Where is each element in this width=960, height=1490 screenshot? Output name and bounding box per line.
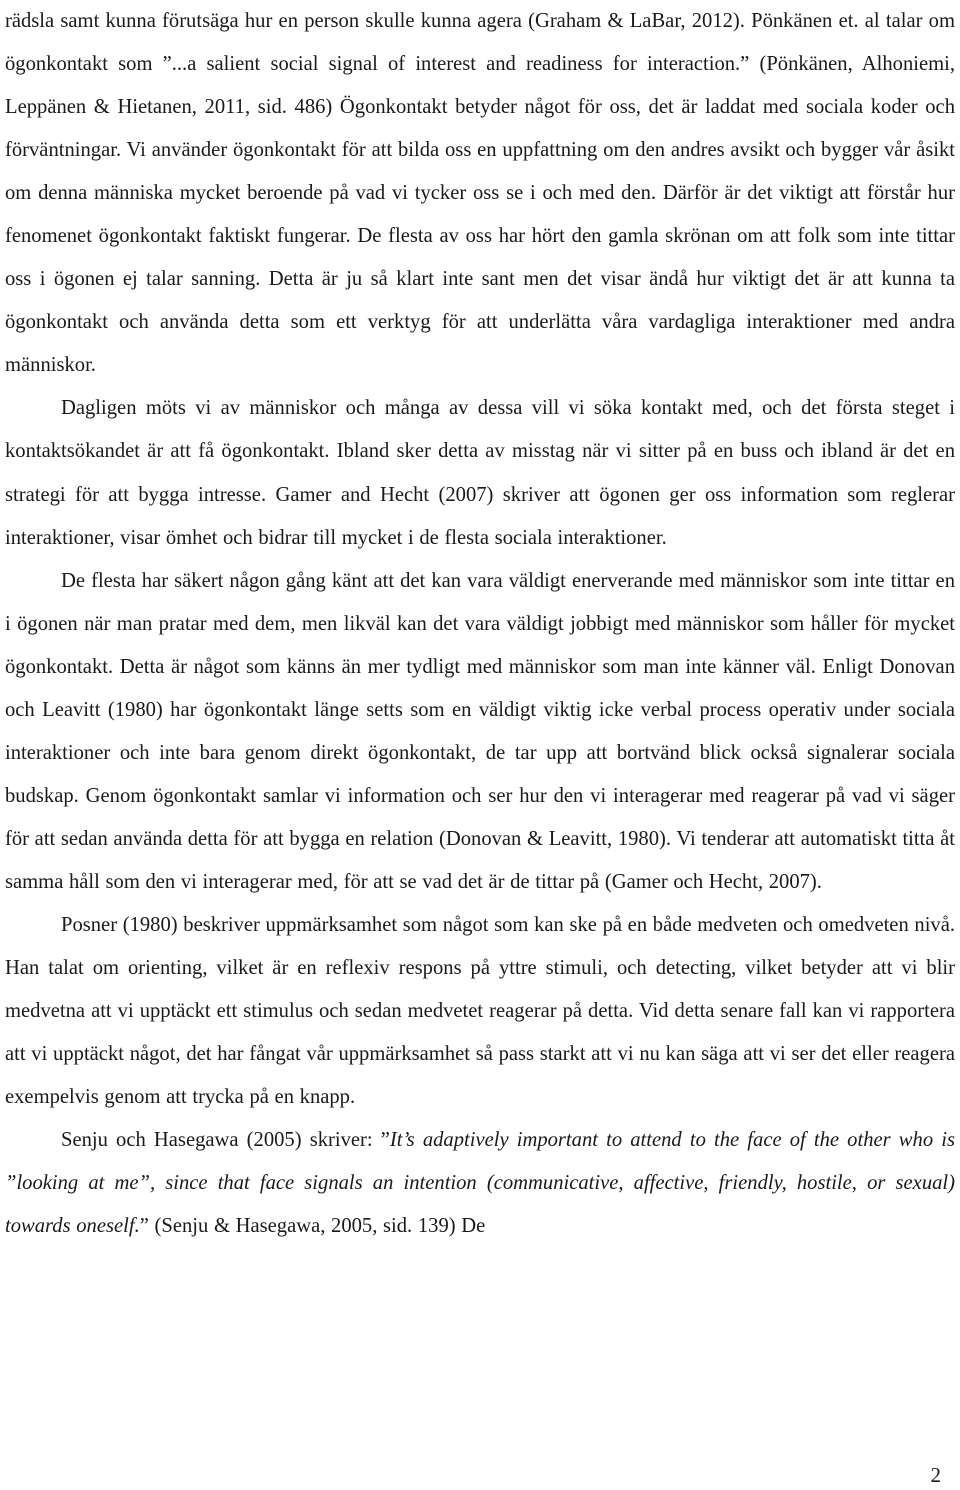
paragraph xyxy=(5,560,955,904)
paragraph xyxy=(5,904,955,1119)
paragraph xyxy=(5,0,955,387)
paragraph xyxy=(5,1119,955,1248)
paragraph-text: Senju och Hasegawa (2005) skriver: ” xyxy=(61,1129,390,1152)
citation-text: ” (Senju & Hasegawa, 2005, sid. 139) De xyxy=(139,1215,486,1238)
page-number: 2 xyxy=(930,1463,941,1487)
paragraph-text: De flesta har säkert någon gång känt att det kan vara väldigt enerverande med människor som inte tittar en i ögonen när man pratar med dem, men likväl kan det vara väldigt jobbigt med människor som håller för mycket ögonkontakt. Detta är något som känns än mer tydligt med människor som man inte känner väl. Enligt Donovan och Leavitt (1980) har ögonkontakt länge setts som en väldigt viktig icke verbal process operativ under sociala interaktioner och inte bara genom direkt ögonkontakt, de tar upp att bortvänd blick också signalerar sociala budskap. Genom ögonkontakt samlar vi information och ser hur den vi interagerar med reagerar på vad vi säger för att sedan använda detta för att bygga en relation (Donovan & Leavitt, 1980). Vi tenderar att automatiskt titta åt samma håll som den vi interagerar med, för att se vad det är de tittar på (Gamer och Hecht, 2007). xyxy=(5,569,955,893)
paragraph-text: Posner (1980) beskriver uppmärksamhet som något som kan ske på en både medveten och omedveten nivå. Han talat om orienting, vilket är en reflexiv respons på yttre stimuli, och detecting, vilket betyder att vi blir medvetna att vi upptäckt ett stimulus och sedan medvetet reagerar på detta. Vid detta senare fall kan vi rapportera att vi upptäckt något, det har fångat vår uppmärksamhet så pass starkt att vi nu kan säga att vi ser det eller reagera exempelvis genom att trycka på en knapp. xyxy=(5,913,955,1109)
paragraph-text: rädsla samt kunna förutsäga hur en person skulle kunna agera (Graham & LaBar, 2012). Pönkänen et. al talar om ögonkontakt som ”...a salient social signal of interest and readiness for interaction.” (Pönkänen, Alhoniemi, Leppänen & Hietanen, 2011, sid. 486) Ögonkontakt betyder något för oss, det är laddat med sociala koder och förväntningar. Vi använder ögonkontakt för att bilda oss en uppfattning om den andres avsikt och bygger vår åsikt om denna människa mycket beroende på vad vi tycker oss se i och med den. Därför är det viktigt att förstår hur fenomenet ögonkontakt faktiskt fungerar. De flesta av oss har hört den gamla skrönan om att folk som inte tittar oss i ögonen ej talar sanning. Detta är ju så klart inte sant men det visar ändå hur viktigt det är att kunna ta ögonkontakt och använda detta som ett verktyg för att underlätta våra vardagliga interaktioner med andra människor. xyxy=(5,10,955,377)
paragraph-text: Dagligen möts vi av människor och många av dessa vill vi söka kontakt med, och det första steget i kontaktsökandet är att få ögonkontakt. Ibland sker detta av misstag när vi sitter på en buss och ibland är det en strategi för att bygga intresse. Gamer and Hecht (2007) skriver att ögonen ger oss information som reglerar interaktioner, visar ömhet och bidrar till mycket i de flesta sociala interaktioner. xyxy=(5,397,955,549)
body-text xyxy=(5,0,955,1248)
paragraph xyxy=(5,387,955,559)
quotation-italic: It’s adaptively important to attend to the face of the other who is ”looking at me”, since that face signals an intention (communicative, affective, friendly, hostile, or sexual) towards oneself. xyxy=(5,1129,955,1238)
